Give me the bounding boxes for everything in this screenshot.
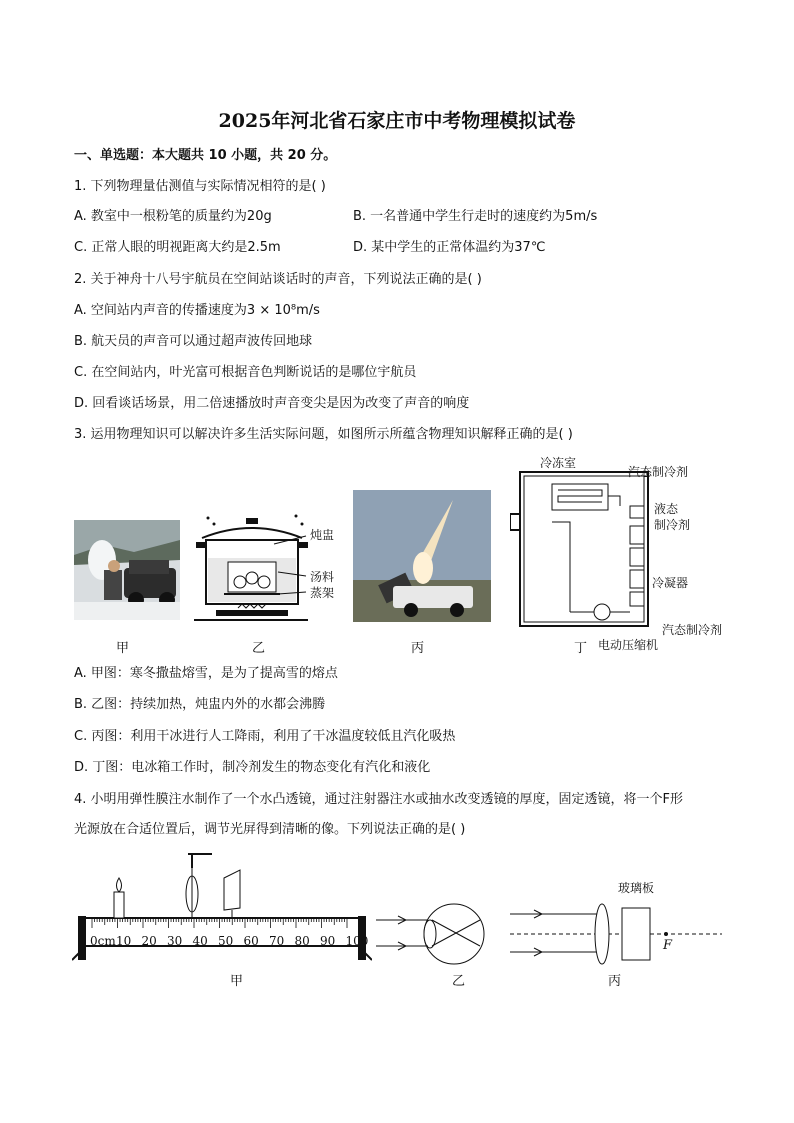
page-title: 2025年河北省石家庄市中考物理模拟试卷 bbox=[218, 110, 576, 132]
q2-option-d: D. 回看谈话场景，用二倍速播放时声音变尖是因为改变了声音的响度 bbox=[74, 396, 470, 411]
q3-option-b: B. 乙图：持续加热，炖盅内外的水都会沸腾 bbox=[74, 697, 326, 712]
ruler-tick-label: 70 bbox=[269, 934, 285, 948]
q4-stem-line2: 光源放在合适位置后，调节光屏得到清晰的像。下列说法正确的是( ) bbox=[74, 822, 466, 837]
q3-option-a: A. 甲图：寒冬撒盐熔雪，是为了提高雪的熔点 bbox=[74, 666, 338, 681]
ruler-tick-label: 50 bbox=[218, 934, 234, 948]
q2-stem: 2. 关于神舟十八号宇航员在空间站谈话时的声音，下列说法正确的是( ) bbox=[74, 272, 482, 287]
ruler-tick-label: 60 bbox=[243, 934, 259, 948]
q3-caption-yi: 乙 bbox=[252, 641, 266, 656]
q3-option-c: C. 丙图：利用干冰进行人工降雨，利用了干冰温度较低且汽化吸热 bbox=[74, 729, 456, 744]
eye-diagram bbox=[376, 898, 496, 970]
q3-option-d: D. 丁图：电冰箱工作时，制冷剂发生的物态变化有汽化和液化 bbox=[74, 760, 431, 775]
q3-stem: 3. 运用物理知识可以解决许多生活实际问题，如图所示所蕴含物理知识解释正确的是( ) bbox=[74, 427, 573, 442]
q4-caption-jia: 甲 bbox=[230, 974, 244, 989]
ruler-tick-label: 80 bbox=[294, 934, 310, 948]
rocket-launch-photo bbox=[353, 490, 491, 622]
ruler-tick-label: 90 bbox=[320, 934, 336, 948]
label-glass-plate: 玻璃板 bbox=[618, 881, 655, 895]
label-gas-refrigerant-top: 汽态制冷剂 bbox=[628, 465, 689, 479]
q4-caption-bing: 丙 bbox=[608, 974, 622, 989]
q1-stem: 1. 下列物理量估测值与实际情况相符的是( ) bbox=[74, 179, 326, 194]
q3-caption-ding: 丁 bbox=[574, 641, 588, 656]
label-condenser: 冷凝器 bbox=[652, 576, 689, 590]
ruler-tick-label: 20 bbox=[141, 934, 157, 948]
q1-option-a: A. 教室中一根粉笔的质量约为20g bbox=[74, 209, 272, 224]
q4-caption-yi: 乙 bbox=[452, 974, 466, 989]
label-stew-pot: 炖盅 bbox=[310, 528, 335, 542]
q3-caption-jia: 甲 bbox=[116, 641, 130, 656]
section-heading: 一、单选题：本大题共 10 小题，共 20 分。 bbox=[74, 148, 337, 163]
label-gas-refrigerant-bottom: 汽态制冷剂 bbox=[662, 623, 723, 637]
q2-option-a: A. 空间站内声音的传播速度为3 × 10⁸m/s bbox=[74, 303, 320, 318]
label-soup: 汤料 bbox=[310, 570, 335, 584]
q2-option-b: B. 航天员的声音可以通过超声波传回地球 bbox=[74, 334, 313, 349]
ruler-tick-label: 30 bbox=[167, 934, 183, 948]
q3-caption-bing: 丙 bbox=[411, 641, 425, 656]
snow-salting-photo bbox=[74, 520, 180, 620]
ruler-unit-label: 0cm bbox=[90, 934, 116, 948]
q4-stem-line1: 4. 小明用弹性膜注水制作了一个水凸透镜，通过注射器注水或抽水改变透镜的厚度，固定透镜，将一个F形 bbox=[74, 792, 684, 807]
label-liquid: 液态 bbox=[654, 502, 679, 516]
label-steam-rack: 蒸架 bbox=[310, 586, 335, 600]
label-focus-f: F bbox=[663, 938, 673, 953]
q2-option-c: C. 在空间站内，叶光富可根据音色判断说话的是哪位宇航员 bbox=[74, 365, 417, 380]
ruler-tick-label: 40 bbox=[192, 934, 208, 948]
label-freezer: 冷冻室 bbox=[540, 456, 577, 470]
q1-option-b: B. 一名普通中学生行走时的速度约为5m/s bbox=[353, 209, 598, 224]
ruler-tick-label: 10 bbox=[116, 934, 132, 948]
lens-glass-diagram bbox=[510, 896, 722, 966]
ruler-tick-label: 100 bbox=[345, 934, 369, 948]
q1-option-d: D. 某中学生的正常体温约为37℃ bbox=[353, 240, 546, 255]
label-refrigerant: 制冷剂 bbox=[654, 518, 691, 532]
refrigerator-diagram bbox=[510, 466, 680, 632]
q1-option-c: C. 正常人眼的明视距离大约是2.5m bbox=[74, 240, 281, 255]
label-compressor: 电动压缩机 bbox=[598, 638, 659, 652]
